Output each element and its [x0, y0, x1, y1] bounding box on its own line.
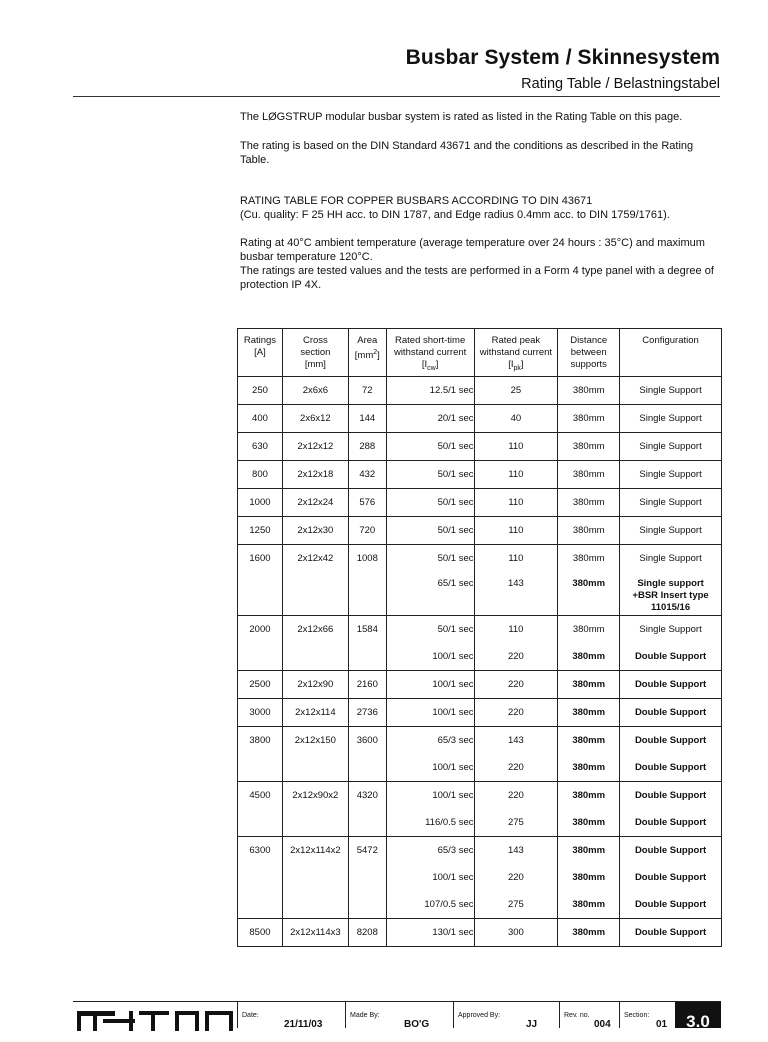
distance-value: 380mm [572, 790, 606, 801]
short-time-value: 65/3 sec [437, 735, 474, 746]
configuration-line: 11015/16 [651, 602, 691, 613]
area-value: 72 [362, 385, 373, 396]
configuration-cell [620, 377, 722, 405]
page-title: Busbar System / Skinnesystem [405, 46, 720, 69]
short-time-cell [386, 377, 474, 405]
configuration-cell [620, 837, 722, 919]
area-cell [348, 919, 386, 947]
table-row [238, 461, 722, 489]
area-value: 1584 [356, 624, 378, 635]
short-time-value: 100/1 sec [432, 872, 474, 883]
area-value: 4320 [356, 790, 378, 801]
distance-cell [558, 699, 620, 727]
rating-table [237, 328, 722, 947]
peak-value: 110 [508, 469, 524, 480]
area-cell [348, 377, 386, 405]
area-cell [348, 616, 386, 671]
short-time-cell [386, 727, 474, 782]
peak-cell [474, 433, 558, 461]
peak-cell [474, 517, 558, 545]
short-time-value: 100/1 sec [432, 679, 474, 690]
footer-section: Section: 01 [619, 1002, 675, 1028]
short-time-value: 100/1 sec [432, 790, 474, 801]
table-row [238, 433, 722, 461]
page-subtitle: Rating Table / Belastningstabel [521, 76, 720, 92]
short-time-value: 20/1 sec [437, 413, 474, 424]
configuration-value: Double Support [634, 651, 707, 662]
rating-cell [238, 545, 283, 616]
distance-cell [558, 545, 620, 616]
distance-cell [558, 919, 620, 947]
distance-cell [558, 377, 620, 405]
distance-value: 380mm [572, 707, 606, 718]
rating-cell [238, 433, 283, 461]
intro-paragraph-1: The LØGSTRUP modular busbar system is rated as listed in the Rating Table on this page. [240, 111, 683, 123]
short-time-cell [386, 837, 474, 919]
short-time-cell [386, 433, 474, 461]
col-distance: Distance between supports [558, 329, 620, 377]
cross-section-value: 2x12x24 [297, 497, 334, 508]
area-value: 144 [359, 413, 376, 424]
table-row [238, 919, 722, 947]
area-cell [348, 517, 386, 545]
cross-section-value: 2x6x12 [300, 413, 331, 424]
table-row [238, 671, 722, 699]
distance-value: 380mm [572, 553, 605, 564]
short-time-cell [386, 517, 474, 545]
rating-cell [238, 377, 283, 405]
area-value: 8208 [356, 927, 378, 938]
footer-approved-by: Approved By: JJ [453, 1002, 559, 1028]
configuration-cell [620, 489, 722, 517]
rating-value: 400 [252, 413, 268, 424]
cross-section-cell [282, 433, 348, 461]
configuration-cell [620, 727, 722, 782]
short-time-value: 50/1 sec [437, 469, 474, 480]
table-row [238, 517, 722, 545]
distance-value: 380mm [572, 817, 606, 828]
peak-value: 110 [508, 497, 524, 508]
cross-section-cell [282, 699, 348, 727]
short-time-value: 100/1 sec [432, 762, 474, 773]
peak-value: 110 [508, 441, 524, 452]
configuration-cell [620, 782, 722, 837]
configuration-line: Single support [637, 578, 704, 589]
area-cell [348, 461, 386, 489]
distance-value: 380mm [572, 578, 606, 589]
distance-value: 380mm [572, 385, 605, 396]
short-time-value: 130/1 sec [432, 927, 474, 938]
distance-value: 380mm [572, 899, 606, 910]
rating-value: 3800 [249, 735, 271, 746]
rating-value: 2000 [249, 624, 271, 635]
cross-section-value: 2x12x114 [295, 707, 336, 718]
cross-section-cell [282, 461, 348, 489]
configuration-cell [620, 616, 722, 671]
table-row [238, 616, 722, 671]
distance-value: 380mm [572, 469, 605, 480]
peak-value: 110 [508, 624, 524, 635]
cross-section-value: 2x12x114x2 [290, 845, 341, 856]
cross-section-cell [282, 837, 348, 919]
area-cell [348, 727, 386, 782]
test-conditions: The ratings are tested values and the tests are performed in a Form 4 type panel with a degree of protection IP 4X. [240, 265, 714, 291]
peak-cell [474, 616, 558, 671]
configuration-cell [620, 517, 722, 545]
table-row [238, 837, 722, 919]
rating-value: 2500 [249, 679, 271, 690]
area-cell [348, 545, 386, 616]
rating-cell [238, 727, 283, 782]
col-area: Area $[mm^2]$ [348, 329, 386, 377]
distance-value: 380mm [572, 624, 605, 635]
distance-value: 380mm [572, 525, 605, 536]
area-value: 2160 [356, 679, 378, 690]
cross-section-value: 2x12x150 [294, 735, 336, 746]
short-time-value: 12.5/1 sec [429, 385, 474, 396]
table-row [238, 782, 722, 837]
configuration-cell [620, 405, 722, 433]
table-header-row [238, 329, 722, 377]
peak-cell [474, 919, 558, 947]
short-time-cell [386, 405, 474, 433]
distance-cell [558, 517, 620, 545]
area-cell [348, 699, 386, 727]
short-time-cell [386, 699, 474, 727]
configuration-value: Single Support [639, 624, 702, 635]
peak-value: 220 [507, 790, 524, 801]
configuration-value: Double Support [634, 735, 707, 746]
cross-section-value: 2x6x6 [302, 385, 329, 396]
configuration-value: Single Support [639, 469, 702, 480]
rating-value: 3000 [249, 707, 271, 718]
distance-value: 380mm [572, 845, 606, 856]
short-time-value: 50/1 sec [437, 553, 474, 564]
rating-value: 800 [252, 469, 268, 480]
rating-cell [238, 671, 283, 699]
cross-section-cell [282, 919, 348, 947]
peak-cell [474, 782, 558, 837]
footer-rev-no: Rev. no. 004 [559, 1002, 619, 1028]
peak-value: 220 [507, 872, 524, 883]
distance-value: 380mm [572, 679, 606, 690]
distance-cell [558, 433, 620, 461]
rating-value: 1600 [249, 553, 271, 564]
short-time-cell [386, 671, 474, 699]
configuration-cell [620, 545, 722, 616]
rating-value: 1000 [249, 497, 271, 508]
cross-section-cell [282, 616, 348, 671]
rating-value: 250 [252, 385, 268, 396]
cross-section-cell [282, 377, 348, 405]
configuration-value [620, 572, 721, 615]
configuration-value: Double Support [634, 707, 707, 718]
peak-value: 300 [507, 927, 524, 938]
distance-cell [558, 837, 620, 919]
area-cell [348, 489, 386, 517]
area-value: 3600 [356, 735, 378, 746]
distance-cell [558, 405, 620, 433]
distance-cell [558, 727, 620, 782]
configuration-value: Single Support [639, 497, 702, 508]
configuration-value: Double Support [634, 817, 707, 828]
rating-conditions: Rating at 40°C ambient temperature (average temperature over 24 hours : 35°C) and maximum busbar temperature 120°C. [240, 237, 705, 263]
area-value: 720 [359, 525, 376, 536]
rating-cell [238, 782, 283, 837]
cross-section-value: 2x12x90 [297, 679, 334, 690]
short-time-value: 100/1 sec [432, 707, 474, 718]
configuration-cell [620, 671, 722, 699]
short-time-value: 65/3 sec [437, 845, 474, 856]
table-heading: RATING TABLE FOR COPPER BUSBARS ACCORDING TO DIN 43671 [240, 195, 593, 207]
peak-value: 143 [507, 845, 524, 856]
section-number: 3.0 [675, 1002, 721, 1028]
configuration-value: Double Support [634, 762, 707, 773]
configuration-value: Double Support [634, 927, 707, 938]
short-time-value: 50/1 sec [437, 525, 474, 536]
distance-cell [558, 616, 620, 671]
rating-cell [238, 699, 283, 727]
peak-value: 220 [507, 679, 524, 690]
cross-section-cell [282, 517, 348, 545]
short-time-value: 50/1 sec [437, 441, 474, 452]
area-cell [348, 782, 386, 837]
peak-value: 110 [508, 553, 524, 564]
rating-cell [238, 461, 283, 489]
col-peak-current: Rated peak withstand current $[I_{pk}]$ [474, 329, 558, 377]
rating-value: 630 [252, 441, 268, 452]
peak-value: 220 [507, 707, 524, 718]
area-value: 288 [359, 441, 376, 452]
table-row [238, 377, 722, 405]
cross-section-cell [282, 405, 348, 433]
peak-cell [474, 727, 558, 782]
intro-paragraph-4 [240, 236, 722, 292]
configuration-line: +BSR Insert type [632, 590, 709, 601]
peak-value: 220 [507, 651, 524, 662]
configuration-value: Double Support [634, 679, 707, 690]
rating-value: 6300 [249, 845, 271, 856]
rating-cell [238, 489, 283, 517]
peak-value: 143 [507, 578, 524, 589]
short-time-value: 116/0.5 sec [425, 817, 474, 828]
short-time-value: 100/1 sec [432, 651, 474, 662]
table-row [238, 699, 722, 727]
area-value: 5472 [356, 845, 378, 856]
area-value: 432 [359, 469, 376, 480]
cross-section-cell [282, 489, 348, 517]
area-cell [348, 671, 386, 699]
cross-section-value: 2x12x12 [297, 441, 334, 452]
intro-paragraph-2: The rating is based on the DIN Standard 43671 and the conditions as described in the Rating Table. [240, 140, 694, 166]
cross-section-value: 2x12x42 [297, 553, 334, 564]
short-time-cell [386, 545, 474, 616]
distance-cell [558, 461, 620, 489]
table-row [238, 405, 722, 433]
header-rule [73, 96, 720, 97]
area-cell [348, 433, 386, 461]
col-ratings: Ratings [A] [238, 329, 283, 377]
rating-cell [238, 616, 283, 671]
configuration-value: Single Support [639, 525, 702, 536]
table-row [238, 545, 722, 616]
intro-paragraph-3 [240, 194, 722, 222]
table-heading-note: (Cu. quality: F 25 HH acc. to DIN 1787, and Edge radius 0.4mm acc. to DIN 1759/1761). [240, 209, 670, 221]
rating-cell [238, 517, 283, 545]
configuration-value: Double Support [634, 872, 707, 883]
short-time-cell [386, 616, 474, 671]
configuration-cell [620, 461, 722, 489]
configuration-cell [620, 433, 722, 461]
peak-value: 40 [510, 413, 522, 424]
peak-cell [474, 489, 558, 517]
peak-cell [474, 671, 558, 699]
distance-value: 380mm [572, 651, 606, 662]
distance-cell [558, 671, 620, 699]
distance-value: 380mm [572, 735, 606, 746]
peak-cell [474, 405, 558, 433]
peak-cell [474, 837, 558, 919]
configuration-cell [620, 919, 722, 947]
col-cross-section: Cross section [mm] [282, 329, 348, 377]
cross-section-value: 2x12x90x2 [292, 790, 339, 801]
cross-section-cell [282, 782, 348, 837]
configuration-value: Single Support [639, 553, 702, 564]
cross-section-value: 2x12x66 [297, 624, 334, 635]
configuration-value: Single Support [639, 441, 702, 452]
peak-value: 275 [507, 899, 524, 910]
footer-made-by: Made By: BO'G [345, 1002, 453, 1028]
distance-cell [558, 782, 620, 837]
short-time-cell [386, 782, 474, 837]
area-value: 1008 [356, 553, 378, 564]
rating-cell [238, 919, 283, 947]
distance-value: 380mm [572, 762, 606, 773]
area-cell [348, 837, 386, 919]
rating-cell [238, 405, 283, 433]
peak-value: 275 [507, 817, 524, 828]
area-value: 2736 [356, 707, 378, 718]
rating-value: 8500 [249, 927, 271, 938]
col-configuration: Configuration [620, 329, 722, 377]
distance-value: 380mm [572, 441, 605, 452]
distance-value: 380mm [572, 497, 605, 508]
short-time-value: 107/0.5 sec [424, 899, 474, 910]
cross-section-cell [282, 727, 348, 782]
rating-cell [238, 837, 283, 919]
peak-cell [474, 377, 558, 405]
short-time-value: 65/1 sec [437, 578, 474, 589]
configuration-cell [620, 699, 722, 727]
cross-section-value: 2x12x114x3 [290, 927, 341, 938]
cross-section-cell [282, 671, 348, 699]
area-value: 576 [359, 497, 376, 508]
peak-cell [474, 699, 558, 727]
distance-cell [558, 489, 620, 517]
configuration-value: Double Support [634, 845, 707, 856]
short-time-value: 50/1 sec [437, 497, 474, 508]
rating-value: 4500 [249, 790, 271, 801]
table-row [238, 727, 722, 782]
area-cell [348, 405, 386, 433]
cross-section-value: 2x12x18 [297, 469, 334, 480]
distance-value: 380mm [572, 927, 606, 938]
short-time-cell [386, 919, 474, 947]
configuration-value: Double Support [634, 790, 707, 801]
table-row [238, 489, 722, 517]
configuration-value: Single Support [639, 413, 702, 424]
peak-value: 25 [510, 385, 522, 396]
distance-value: 380mm [572, 872, 606, 883]
short-time-value: 50/1 sec [437, 624, 474, 635]
short-time-cell [386, 489, 474, 517]
configuration-value: Single Support [639, 385, 702, 396]
col-short-time-current: Rated short-time withstand current $[I_{cw}]$ [386, 329, 474, 377]
peak-value: 143 [507, 735, 524, 746]
peak-value: 110 [508, 525, 524, 536]
peak-cell [474, 461, 558, 489]
cross-section-cell [282, 545, 348, 616]
rating-value: 1250 [249, 525, 271, 536]
footer-date: Date: 21/11/03 [237, 1002, 345, 1028]
configuration-value: Double Support [634, 899, 707, 910]
short-time-cell [386, 461, 474, 489]
company-logo [77, 1011, 233, 1031]
peak-cell [474, 545, 558, 616]
peak-value: 220 [507, 762, 524, 773]
distance-value: 380mm [572, 413, 605, 424]
cross-section-value: 2x12x30 [297, 525, 334, 536]
